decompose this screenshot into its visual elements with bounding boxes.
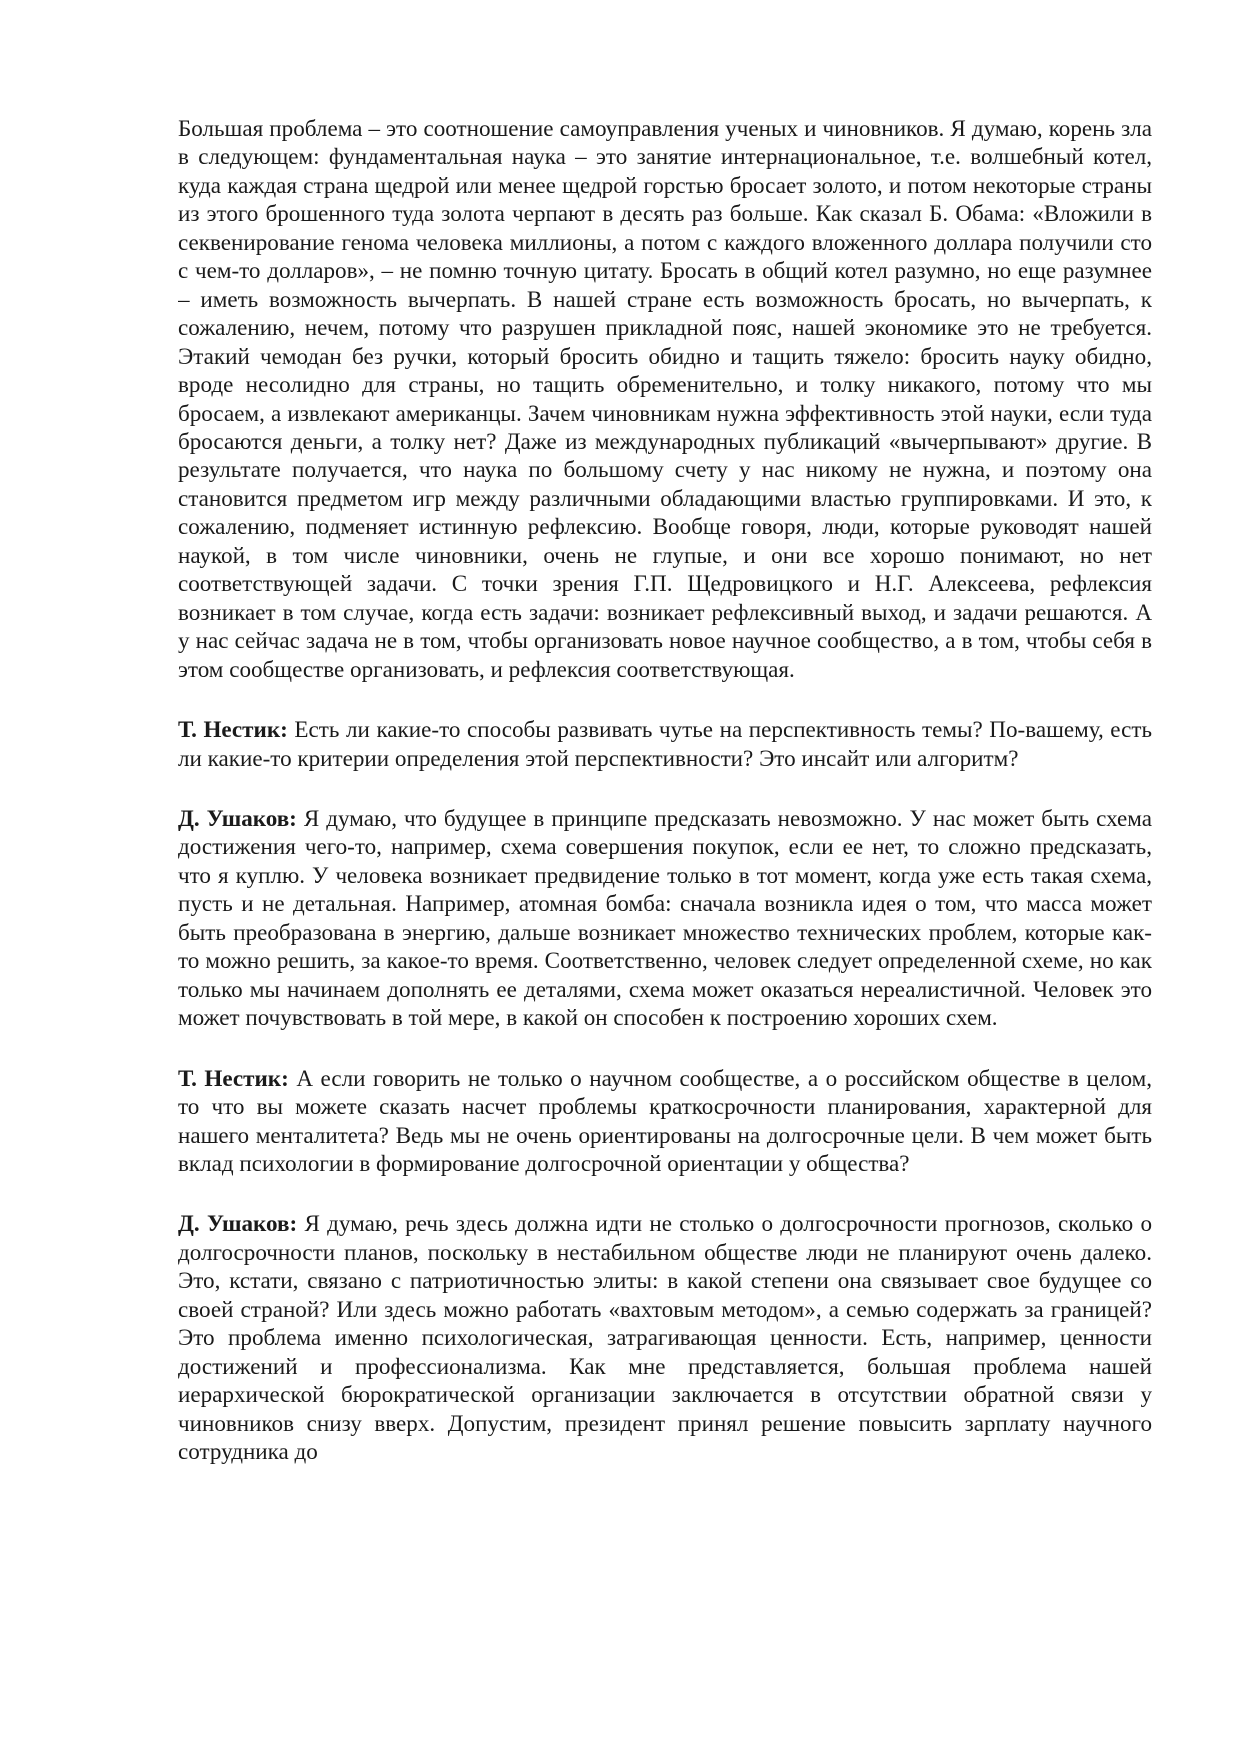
speaker-name: Д. Ушаков:: [178, 1210, 298, 1237]
paragraph-text: Большая проблема – это соотношение самоуправления ученых и чиновников. Я думаю, корень зла в следующем: фундаментальная наука – это занятие интернациональное, т.е. волшебный котел, куда каждая страна щедрой или менее щедрой горстью бросает золото, и потом некоторые страны из этого брошенного туда золота черпают в десять раз больше. Как сказал Б. Обама: «Вложили в секвенирование генома человека миллионы, а потом с каждого вложенного доллара получили сто с чем-то долларов», – не помню точную цитату. Бросать в общий котел разумно, но еще разумнее – иметь возможность вычерпать. В нашей стране есть возможность бросать, но вычерпать, к сожалению, нечем, потому что разрушен прикладной пояс, нашей экономике это не требуется. Этакий чемодан без ручки, который бросить обидно и тащить тяжело: бросить науку обидно, вроде несолидно для страны, но тащить обременительно, и толку никакого, потому что мы бросаем, а извлекают американцы. Зачем чиновникам нужна эффективность этой науки, если туда бросаются деньги, а толку нет? Даже из международных публикаций «вычерпывают» другие. В результате получается, что наука по большому счету у нас никому не нужна, и поэтому она становится предметом игр между различными обладающими властью группировками. И это, к сожалению, подменяет истинную рефлексию. Вообще говоря, люди, которые руководят нашей наукой, в том числе чиновники, очень не глупые, и они все хорошо понимают, но нет соответствующей задачи. С точки зрения Г.П. Щедровицкого и Н.Г. Алексеева, рефлексия возникает в том случае, когда есть задачи: возникает рефлексивный выход, и задачи решаются. А у нас сейчас задача не в том, чтобы организовать новое научное сообщество, а в том, чтобы себя в этом сообществе организовать, и рефлексия соответствующая.: [178, 115, 1152, 682]
paragraph-intro: [178, 114, 1152, 683]
paragraph-text: А если говорить не только о научном сообществе, а о российском обществе в целом, то что вы можете сказать насчет проблемы краткосрочности планирования, характерной для нашего менталитета? Ведь мы не очень ориентированы на долгосрочные цели. В чем может быть вклад психологии в формирование долгосрочной ориентации у общества?: [178, 1064, 1152, 1176]
speaker-name: Т. Нестик:: [178, 716, 288, 743]
document-page: [178, 114, 1152, 1734]
speaker-name: Д. Ушаков:: [178, 804, 297, 831]
paragraph-question: [178, 1064, 1152, 1178]
paragraph-text: Я думаю, что будущее в принципе предсказать невозможно. У нас может быть схема достижения чего-то, например, схема совершения покупок, если ее нет, то сложно предсказать, что я куплю. У человека возникает предвидение только в тот момент, когда уже есть такая схема, пусть и не детальная. Например, атомная бомба: сначала возникла идея о том, что масса может быть преобразована в энергию, дальше возникает множество технических проблем, которые как-то можно решить, за какое-то время. Соответственно, человек следует определенной схеме, но как только мы начинаем дополнять ее деталями, схема может оказаться нереалистичной. Человек это может почувствовать в той мере, в какой он способен к построению хороших схем.: [178, 804, 1152, 1031]
paragraph-text: Есть ли какие-то способы развивать чутье на перспективность темы? По-вашему, есть ли какие-то критерии определения этой перспективности? Это инсайт или алгоритм?: [178, 716, 1152, 771]
paragraph-answer: [178, 1209, 1152, 1465]
paragraph-answer: [178, 804, 1152, 1032]
paragraph-text: Я думаю, речь здесь должна идти не столько о долгосрочности прогнозов, сколько о долгосрочности планов, поскольку в нестабильном обществе люди не планируют очень далеко. Это, кстати, связано с патриотичностью элиты: в какой степени она связывает свое будущее со своей страной? Или здесь можно работать «вахтовым методом», а семью содержать за границей? Это проблема именно психологическая, затрагивающая ценности. Есть, например, ценности достижений и профессионализма. Как мне представляется, большая проблема нашей иерархической бюрократической организации заключается в отсутствии обратной связи у чиновников снизу вверх. Допустим, президент принял решение повысить зарплату научного сотрудника до: [178, 1210, 1152, 1465]
speaker-name: Т. Нестик:: [178, 1064, 289, 1091]
paragraph-question: [178, 715, 1152, 772]
